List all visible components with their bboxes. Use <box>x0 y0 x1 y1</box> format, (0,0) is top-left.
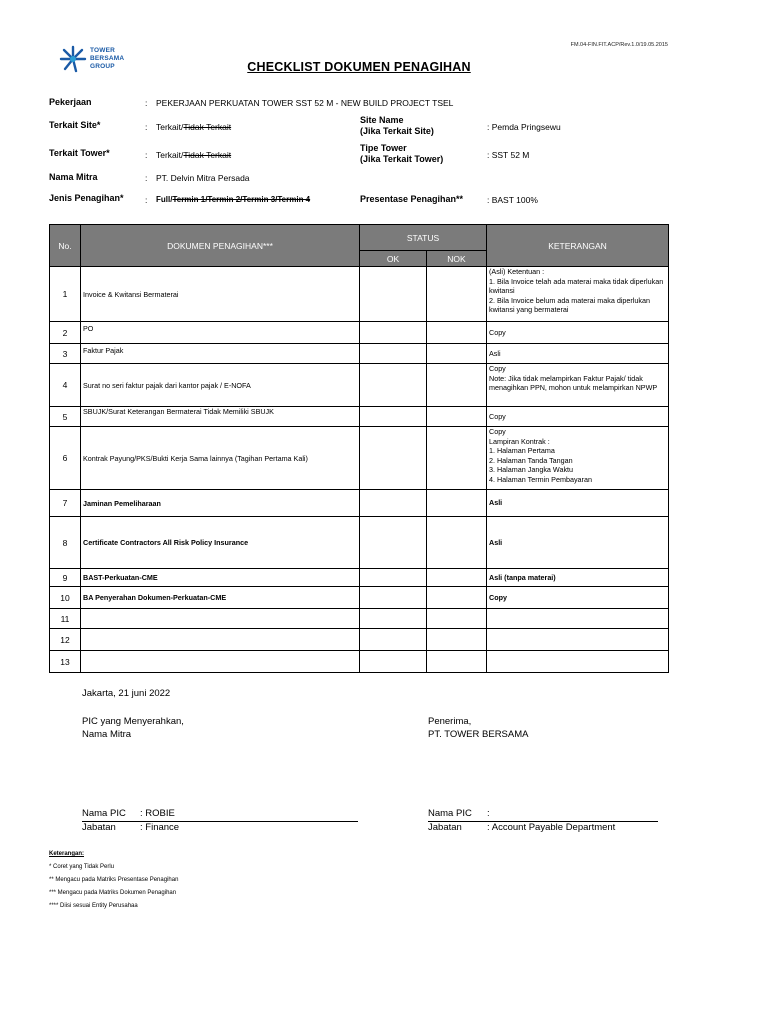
header-status: STATUS <box>360 225 487 251</box>
row-keterangan: Asli <box>487 517 669 569</box>
logo-line-3: GROUP <box>90 63 115 70</box>
sender-pic-row <box>82 808 358 822</box>
terkait-site-struck-option: Tidak Terkait <box>183 122 232 132</box>
row-status-nok <box>427 587 487 609</box>
row-status-ok <box>360 629 427 651</box>
note-2: ** Mengacu pada Matriks Presentase Penagihan <box>49 877 179 883</box>
table-row <box>50 651 669 673</box>
row-document <box>81 651 360 673</box>
pekerjaan-label: Pekerjaan <box>49 97 92 107</box>
note-4: **** Diisi sesuai Entity Perusahaa <box>49 903 138 909</box>
row-document: BA Penyerahan Dokumen-Perkuatan-CME <box>81 587 360 609</box>
pekerjaan-colon: : <box>145 98 148 108</box>
nama-mitra-label: Nama Mitra <box>49 172 98 182</box>
presentase-value: : BAST 100% <box>487 195 538 205</box>
row-keterangan: Copy <box>487 407 669 427</box>
site-name-title: Site Name <box>360 115 404 125</box>
note-1: * Coret yang Tidak Perlu <box>49 864 115 870</box>
row-status-nok <box>427 651 487 673</box>
table-row <box>50 322 669 344</box>
jenis-struck-option: Termin 1/Termin 2/Termin 3/Termin 4 <box>172 195 311 204</box>
terkait-site-colon: : <box>145 122 148 132</box>
header-nok: NOK <box>427 251 487 267</box>
row-status-ok <box>360 587 427 609</box>
row-number: 2 <box>50 322 81 344</box>
row-status-ok <box>360 322 427 344</box>
row-keterangan: Asli <box>487 490 669 517</box>
row-keterangan: Asli (tanpa materai) <box>487 569 669 587</box>
site-name-label <box>360 115 434 137</box>
row-keterangan <box>487 609 669 629</box>
header-no: No. <box>50 225 81 267</box>
row-status-nok <box>427 364 487 407</box>
tipe-tower-label <box>360 143 443 165</box>
notes-block <box>49 848 178 913</box>
row-status-nok <box>427 322 487 344</box>
site-name-value: : Pemda Pringsewu <box>487 122 561 132</box>
row-document: Faktur Pajak <box>81 344 360 364</box>
nama-mitra-value: PT. Delvin Mitra Persada <box>156 173 250 183</box>
row-number: 4 <box>50 364 81 407</box>
row-document: PO <box>81 322 360 344</box>
header-keterangan: KETERANGAN <box>487 225 669 267</box>
document-checklist-table <box>49 224 669 673</box>
receiver-pic-row <box>428 808 658 822</box>
row-keterangan: Copy Lampiran Kontrak : 1. Halaman Pertama 2. Halaman Tanda Tangan 3. Halaman Jangka Waktu 4. Halaman Termin Pembayaran <box>487 427 669 490</box>
row-status-ok <box>360 490 427 517</box>
presentase-label: Presentase Penagihan** <box>360 194 464 204</box>
table-row <box>50 517 669 569</box>
row-number: 5 <box>50 407 81 427</box>
row-document <box>81 629 360 651</box>
note-3: *** Mengacu pada Matriks Dokumen Penagihan <box>49 890 177 896</box>
tipe-tower-value: : SST 52 M <box>487 150 530 160</box>
row-document: Jaminan Pemeliharaan <box>81 490 360 517</box>
table-row <box>50 490 669 517</box>
row-keterangan: Asli <box>487 344 669 364</box>
row-status-ok <box>360 651 427 673</box>
terkait-tower-value <box>156 150 231 160</box>
table-row <box>50 427 669 490</box>
tipe-tower-sub: (Jika Terkait Tower) <box>360 154 444 164</box>
receiver-pic-value: : <box>487 808 490 819</box>
row-keterangan <box>487 651 669 673</box>
logo-line-1: TOWER <box>90 47 116 54</box>
row-document: Kontrak Payung/PKS/Bukti Kerja Sama lainnya (Tagihan Pertama Kali) <box>81 427 360 490</box>
receiver-title: Penerima, <box>428 716 472 727</box>
row-number: 10 <box>50 587 81 609</box>
terkait-tower-option: Terkait/ <box>156 150 184 160</box>
row-keterangan: (Asli) Ketentuan : 1. Bila Invoice telah ada materai maka tidak diperlukan kwitansi 2. Bila Invoice belum ada materai maka diperlukan kwitansi yang bermaterai <box>487 267 669 322</box>
terkait-tower-struck-option: Tidak Terkait <box>183 150 232 160</box>
table-row <box>50 267 669 322</box>
receiver-company: PT. TOWER BERSAMA <box>428 729 529 740</box>
header-dokumen: DOKUMEN PENAGIHAN*** <box>81 225 360 267</box>
row-status-nok <box>427 407 487 427</box>
row-number: 6 <box>50 427 81 490</box>
terkait-site-option: Terkait/ <box>156 122 184 132</box>
logo-line-2: BERSAMA <box>90 55 125 62</box>
row-status-nok <box>427 344 487 364</box>
row-status-ok <box>360 364 427 407</box>
notes-heading: Keterangan: <box>49 851 85 857</box>
row-document: Invoice & Kwitansi Bermaterai <box>81 267 360 322</box>
row-status-ok <box>360 344 427 364</box>
jenis-penagihan-label: Jenis Penagihan* <box>49 193 124 203</box>
sender-title: PIC yang Menyerahkan, <box>82 716 184 727</box>
form-code: FM.04-FIN.FIT.ACP/Rev.1.0/19.05.2015 <box>570 42 668 48</box>
row-status-ok <box>360 407 427 427</box>
table-row <box>50 609 669 629</box>
row-status-ok <box>360 267 427 322</box>
row-keterangan: Copy Note: Jika tidak melampirkan Faktur Pajak/ tidak menagihkan PPN, mohon untuk melampirkan NPWP <box>487 364 669 407</box>
row-status-nok <box>427 569 487 587</box>
row-number: 1 <box>50 267 81 322</box>
row-status-ok <box>360 427 427 490</box>
sender-block <box>82 715 184 741</box>
sender-jabatan-label: Jabatan <box>82 822 116 833</box>
receiver-jabatan-value: : Account Payable Department <box>487 822 616 833</box>
sender-company: Nama Mitra <box>82 729 132 740</box>
row-status-nok <box>427 490 487 517</box>
row-keterangan <box>487 629 669 651</box>
table-row <box>50 629 669 651</box>
row-status-ok <box>360 609 427 629</box>
terkait-tower-label: Terkait Tower* <box>49 148 110 158</box>
header-ok: OK <box>360 251 427 267</box>
page-title: CHECKLIST DOKUMEN PENAGIHAN <box>247 60 471 74</box>
jenis-option: Full/ <box>156 195 173 204</box>
row-status-nok <box>427 629 487 651</box>
site-name-sub: (Jika Terkait Site) <box>360 126 434 136</box>
row-document: BAST-Perkuatan-CME <box>81 569 360 587</box>
row-number: 11 <box>50 609 81 629</box>
row-status-nok <box>427 267 487 322</box>
place-date: Jakarta, 21 juni 2022 <box>82 688 171 699</box>
row-keterangan: Copy <box>487 587 669 609</box>
terkait-tower-colon: : <box>145 150 148 160</box>
row-number: 13 <box>50 651 81 673</box>
row-status-ok <box>360 569 427 587</box>
receiver-block <box>428 715 528 741</box>
row-keterangan: Copy <box>487 322 669 344</box>
row-document <box>81 609 360 629</box>
terkait-site-value <box>156 122 231 132</box>
row-number: 12 <box>50 629 81 651</box>
row-status-ok <box>360 517 427 569</box>
receiver-jabatan-label: Jabatan <box>428 822 462 833</box>
terkait-site-label: Terkait Site* <box>49 120 101 130</box>
row-document: Surat no seri faktur pajak dari kantor pajak / E-NOFA <box>81 364 360 407</box>
table-row <box>50 587 669 609</box>
row-status-nok <box>427 427 487 490</box>
row-status-nok <box>427 609 487 629</box>
table-row <box>50 407 669 427</box>
row-number: 9 <box>50 569 81 587</box>
table-row <box>50 364 669 407</box>
row-number: 3 <box>50 344 81 364</box>
pekerjaan-value: PEKERJAAN PERKUATAN TOWER SST 52 M - NEW BUILD PROJECT TSEL <box>156 98 454 108</box>
receiver-pic-label: Nama PIC <box>428 808 472 819</box>
row-document: SBUJK/Surat Keterangan Bermaterai Tidak Memiliki SBUJK <box>81 407 360 427</box>
row-document: Certificate Contractors All Risk Policy Insurance <box>81 517 360 569</box>
sender-pic-value: : ROBIE <box>140 808 175 819</box>
table-row <box>50 344 669 364</box>
row-status-nok <box>427 517 487 569</box>
table-row <box>50 569 669 587</box>
jenis-penagihan-value <box>156 195 310 204</box>
tipe-tower-title: Tipe Tower <box>360 143 407 153</box>
sender-jabatan-value: : Finance <box>140 822 180 833</box>
nama-mitra-colon: : <box>145 173 148 183</box>
sender-pic-label: Nama PIC <box>82 808 126 819</box>
row-number: 8 <box>50 517 81 569</box>
row-number: 7 <box>50 490 81 517</box>
jenis-penagihan-colon: : <box>145 195 148 205</box>
